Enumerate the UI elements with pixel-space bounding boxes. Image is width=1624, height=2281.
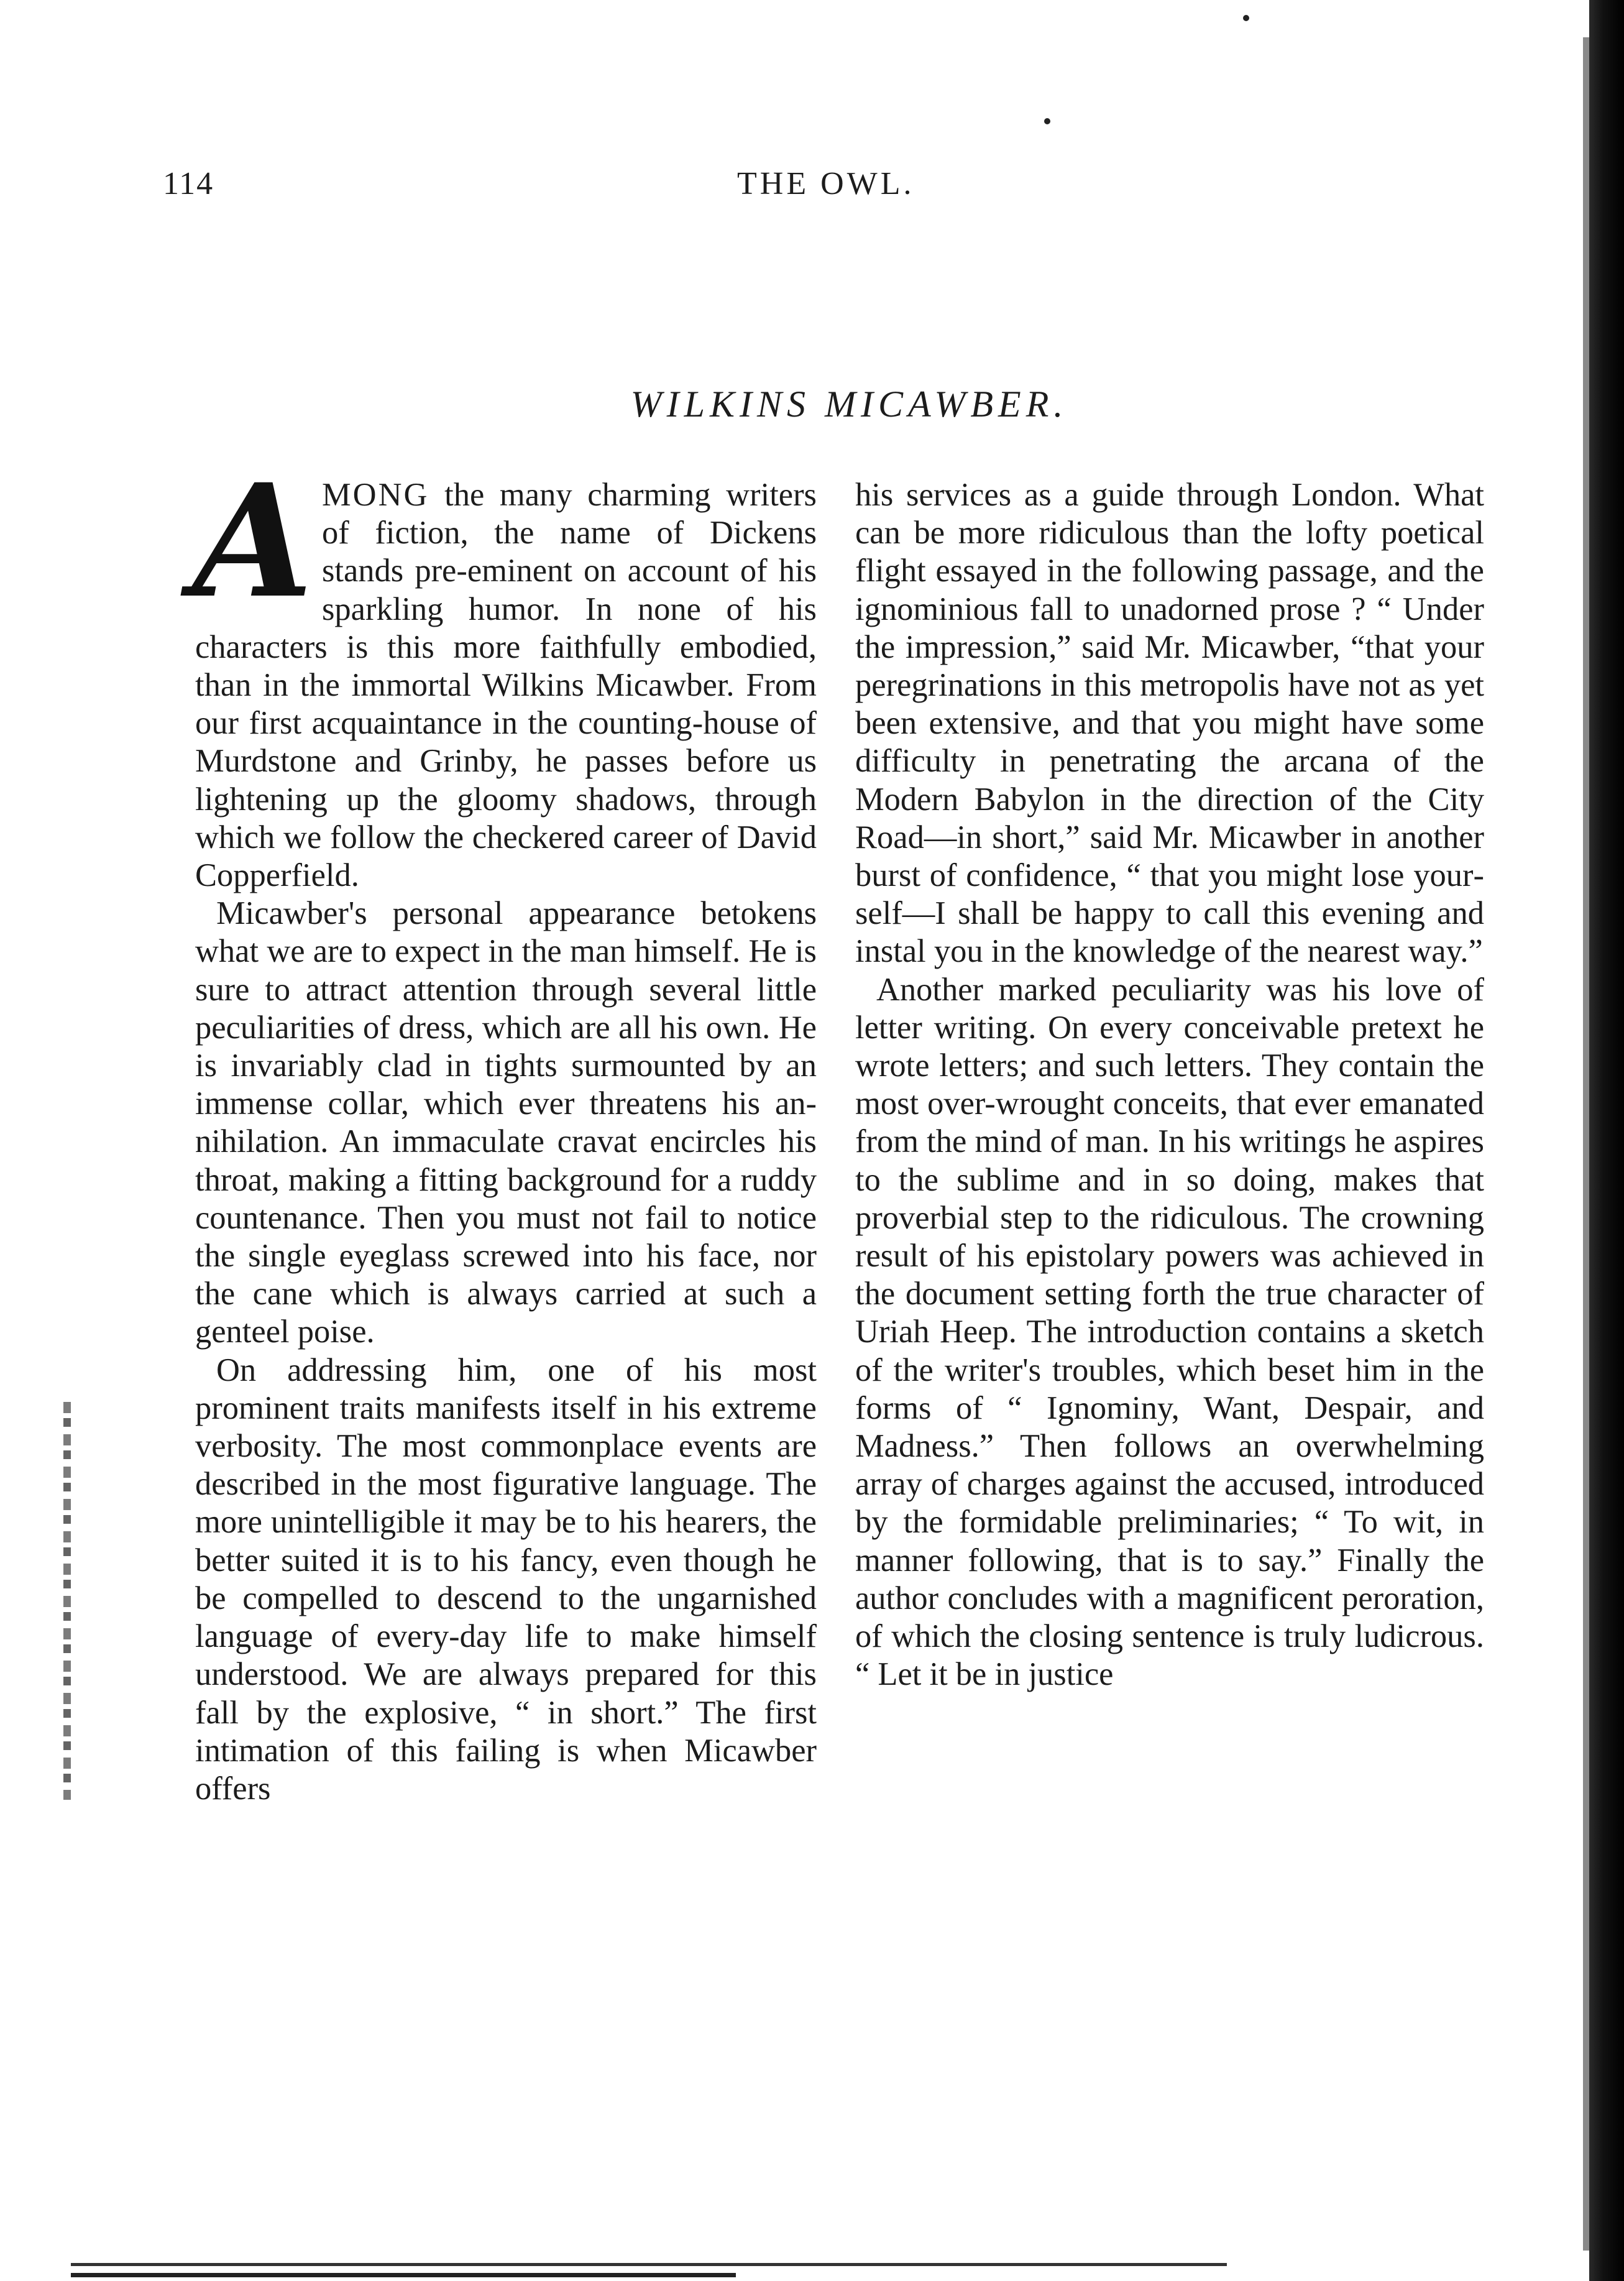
bottom-rule-thick bbox=[71, 2273, 736, 2277]
drop-cap: A bbox=[193, 449, 313, 632]
paragraph-1-text: the many charming writers of fiction, the name of Dickens stands pre-eminent on account of his sparkling humor. In none of his characters is this more faithfully embodied, than in the immortal Wilkins Micawber. From our first acquaintance in the counting-house of Murdstone and Grinby, he passes before us lightening up the gloomy shadows, through which we follow the checkered career of David Copperfield. bbox=[195, 477, 817, 894]
page-edge-inner bbox=[1583, 37, 1589, 2251]
running-head: THE OWL. bbox=[737, 166, 915, 201]
paragraph-3: On addressing him, one of his most prominent traits manifests itself in his extreme verbosity. The most commonplace events are described in the most figurative language. The more unintelligible it may be to his hearers, the better suited it is to his fancy, even though he be compelled to descend to the ungarnished language of every-day life to make himself understood. We are always prepared for this fall by the explosive, “ in short.” The first intimation of this failing is when Micawber offers bbox=[195, 1352, 817, 1807]
bottom-rule bbox=[71, 2263, 1227, 2266]
article-title: WILKINS MICAWBER. bbox=[630, 384, 1068, 425]
paragraph-4: Another marked peculiarity was his love of letter writing. On every conceivable pretext he wrote letters; and such letters. They contain the most over-wrought conceits, that ever emanated from the mind of man. In his writings he aspires to the sublime and in so doing, makes that proverbial step to the ridiculous. The crowning result of his epistolary powers was achieved in the document setting forth the true character of Uriah Heep. The introduction contains a sketch of the writer's troubles, which beset him in the forms of “ Ignominy, Want, Despair, and Madness.” Then follows an overwhelming array of charges against the accused, introduced by the formidable preliminaries; “ To wit, in manner following, that is to say.” Finally the author concludes with a magnificent peroration, of which the closing sentence is truly ludicrous. “ Let it be in justice bbox=[855, 971, 1484, 1693]
scan-speck bbox=[1044, 118, 1050, 124]
paragraph-3-continued: his services as a guide through London. What can be more ridiculous than the lofty poetical flight essayed in the following passage, and the ignominious fall to unadorned prose ? “ Under the impression,” said Mr. Micawber, “that your peregrinations in this metropolis have not as yet been extensive, and that you might have some difficulty in penetrating the arcana of the Modern Babylon in the direction of the City Road—in short,” said Mr. Micawber in another burst of confidence, “ that you might lose yourself—I shall be happy to call this evening and instal you in the knowledge of the nearest way.” bbox=[855, 477, 1484, 970]
first-word: MONG bbox=[321, 477, 429, 513]
margin-scan-marks bbox=[63, 1402, 71, 1800]
right-column bbox=[855, 476, 1484, 1694]
left-column bbox=[193, 449, 817, 1808]
paragraph-1 bbox=[193, 449, 817, 895]
scan-speck bbox=[1243, 15, 1249, 21]
page-number: 114 bbox=[163, 166, 214, 201]
page-edge-shadow bbox=[1589, 0, 1624, 2281]
paragraph-2: Micawber's personal appearance betokens what we are to expect in the man himself. He is sure to attract attention through several little peculiarities of dress, which are all his own. He is invariably clad in tights surmounted by an immense collar, which ever threatens his annihilation. An immaculate cravat encircles his throat, making a fitting background for a ruddy countenance. Then you must not fail to notice the single eyeglass screwed into his face, nor the cane which is always carried at such a genteel poise. bbox=[195, 895, 817, 1350]
